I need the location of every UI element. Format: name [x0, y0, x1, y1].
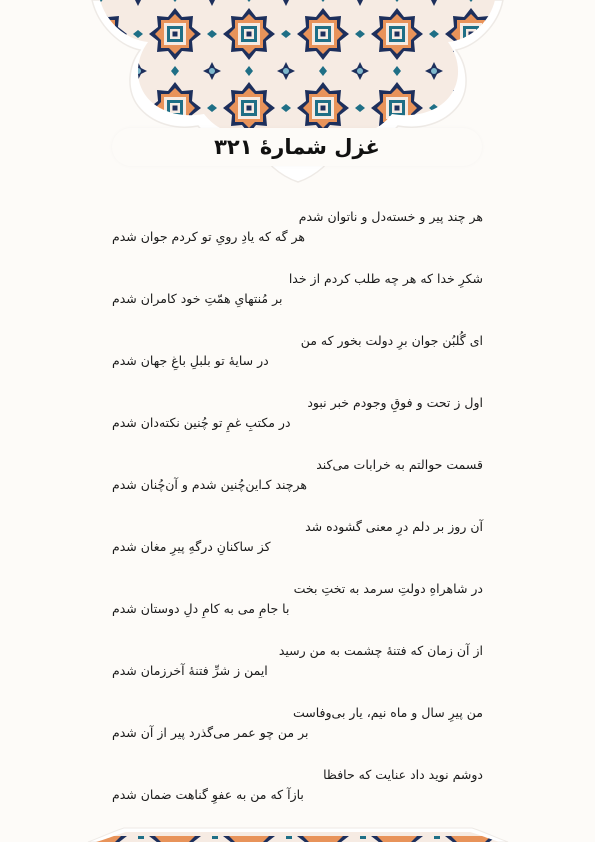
verse-first-hemistich: ای گُلبُن جوان برِ دولت بخور که من: [300, 333, 483, 348]
verse-second-hemistich: کز ساکنانِ درگهِ پیرِ مغان شدم: [112, 539, 271, 554]
verse-first-hemistich: قسمت حوالتم به خرابات می‌کند: [316, 457, 483, 472]
verse-second-hemistich: هرچند کـ‌این‌چُنین شدم و آن‌چُنان شدم: [112, 477, 308, 492]
verse-first-hemistich: شکرِ خدا که هر چه طلب کردم از خدا: [288, 271, 483, 286]
couplet: [112, 329, 483, 391]
verse-second-hemistich: بازآ که من به عفوِ گناهت ضمان شدم: [112, 787, 304, 802]
islamic-tile-header-ornament: [0, 0, 595, 200]
verse-second-hemistich: ایمن ز شرِّ فتنهٔ آخرزمان شدم: [112, 663, 268, 678]
verse-first-hemistich: هر چند پیر و خسته‌دل و ناتوان شدم: [298, 209, 483, 224]
verse-first-hemistich: دوشم نوید داد عنایت که حافظا: [323, 767, 483, 782]
couplet: [112, 763, 483, 825]
verse-second-hemistich: در مکتبِ غمِ تو چُنین نکته‌دان شدم: [112, 415, 291, 430]
verse-second-hemistich: هر گه که یادِ رویِ تو کردم جوان شدم: [112, 229, 305, 244]
verse-first-hemistich: از آن زمان که فتنهٔ چشمت به من رسید: [278, 643, 483, 658]
verse-second-hemistich: بر مُنتهایِ همّتِ خود کامران شدم: [112, 291, 283, 306]
couplet: [112, 515, 483, 577]
poem-body: [112, 205, 483, 825]
couplet: [112, 391, 483, 453]
couplet: [112, 453, 483, 515]
header-ornament: [0, 0, 595, 200]
page-title: غزل شمارهٔ ۳۲۱: [214, 135, 380, 159]
verse-first-hemistich: اول ز تحت و فوقِ وجودم خبر نبود: [307, 395, 483, 410]
verse-second-hemistich: در سایهٔ تو بلبلِ باغِ جهان شدم: [112, 353, 269, 368]
verse-second-hemistich: بر من چو عمر می‌گذرد پیر از آن شدم: [112, 725, 309, 740]
verse-second-hemistich: با جامِ می به کامِ دلِ دوستان شدم: [112, 601, 290, 616]
couplet: [112, 577, 483, 639]
couplet: [112, 639, 483, 701]
verse-first-hemistich: در شاهراهِ دولتِ سرمد به تختِ بخت: [293, 581, 483, 596]
footer-ornament: [0, 826, 595, 842]
verse-first-hemistich: من پیرِ سال و ماه نیم، یار بی‌وفاست: [292, 705, 483, 720]
couplet: [112, 205, 483, 267]
verse-first-hemistich: آن روز بر دلم درِ معنی گشوده شد: [305, 519, 483, 534]
couplet: [112, 701, 483, 763]
couplet: [112, 267, 483, 329]
islamic-tile-footer-ornament: [0, 826, 595, 842]
